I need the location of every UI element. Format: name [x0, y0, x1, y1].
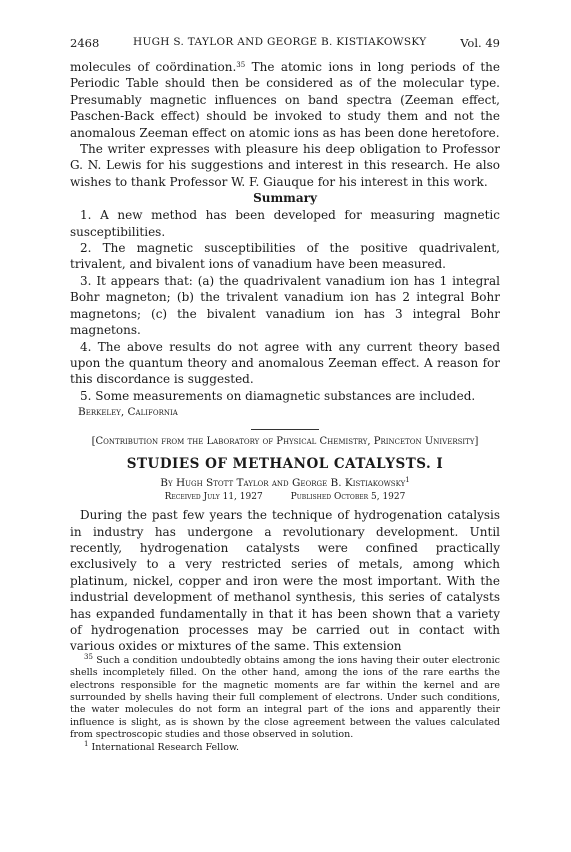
dates-line [70, 491, 500, 504]
journal-page [70, 36, 500, 754]
summary-item-3: 3. It appears that: (a) the quadrivalent vanadium ion has 1 integral Bohr magneton; (b) the trivalent vanadium ion has 2 integral Bohr magnetons; (c) the bivalent vanadium ion has 3 integral Bohr magnetons. [70, 273, 500, 338]
summary-item-5: 5. Some measurements on diamagnetic substances are included. [80, 388, 476, 403]
published-date: Published October 5, 1927 [290, 492, 406, 503]
acknowledgment-paragraph: The writer expresses with pleasure his deep obligation to Professor G. N. Lewis for his suggestions and interest in this research. He also wishes to thank Professor W. F. Giauque for his interest in this work. [70, 142, 500, 189]
running-authors: HUGH S. TAYLOR AND GEORGE B. KISTIAKOWSKY [133, 36, 427, 48]
author-location: Berkeley, California [78, 406, 178, 419]
section-divider [251, 429, 319, 430]
footnote-1: $^1$ International Research Fellow. [84, 739, 239, 753]
footnote-ref-35: 35 [236, 61, 246, 69]
article-body-paragraph: During the past few years the technique of hydrogenation catalysis in industry has undergone a revolutionary development. Until recently, hydrogenation catalysts were confined practically exclusively to a very restricted series of metals, among which platinum, nickel, copper and iron were the most important. With the industrial development of methanol synthesis, this series of catalysts has expanded fundamentally in that it has been shown that a variety of hydrogenation processes may be carried out in contact with various oxides or mixtures of the same. This extension [70, 508, 500, 654]
summary-item-4: 4. The above results do not agree with any current theory based upon the quantum theory and anomalous Zeeman effect. A reason for this discordance is suggested. [70, 339, 500, 387]
intro-paragraph-1: molecules of coördination.$^{35}$ The atomic ions in long periods of the Periodic Table should then be considered as of the molecular type. Presumably magnetic influences on band spectra (Zeeman effect, Paschen-Back effect) should be invoked to study them and not the anomalous Zeeman effect on atomic ions as has been done heretofore. [70, 60, 501, 140]
summary-item-2: 2. The magnetic susceptibilities of the positive quadrivalent, trivalent, and bivalent ions of vanadium have been measured. [70, 241, 500, 272]
running-header [70, 36, 500, 50]
byline: By Hugh Stott Taylor and George B. Kistiakowsky$^1$ [160, 476, 410, 490]
volume-label: Vol. 49 [460, 36, 500, 50]
contribution-line: [Contribution from the Laboratory of Physical Chemistry, Princeton University] [91, 436, 479, 448]
footnote-ref-1: 1 [405, 476, 410, 485]
footnote-35: $^{35}$ Such a condition undoubtedly obtains among the ions having their outer electronic shells incompletely filled. On the other hand, among the ions of the rare earths the electrons responsible for the magnetic moments are far within the kernel and are surrounded by shells having their full complement of electrons. Under such conditions, the water molecules do not form an integral part of the ions and apparently their influence is slight, as is shown by the close agreement between the values calculated from spectroscopic studies and those observed in solution. [70, 652, 500, 741]
page-number: 2468 [70, 36, 100, 50]
summary-item-1: 1. A new method has been developed for measuring magnetic susceptibilities. [70, 208, 500, 239]
summary-heading: Summary [253, 191, 317, 206]
article-title: STUDIES OF METHANOL CATALYSTS. I [126, 456, 444, 473]
received-date: Received July 11, 1927 [164, 492, 263, 503]
